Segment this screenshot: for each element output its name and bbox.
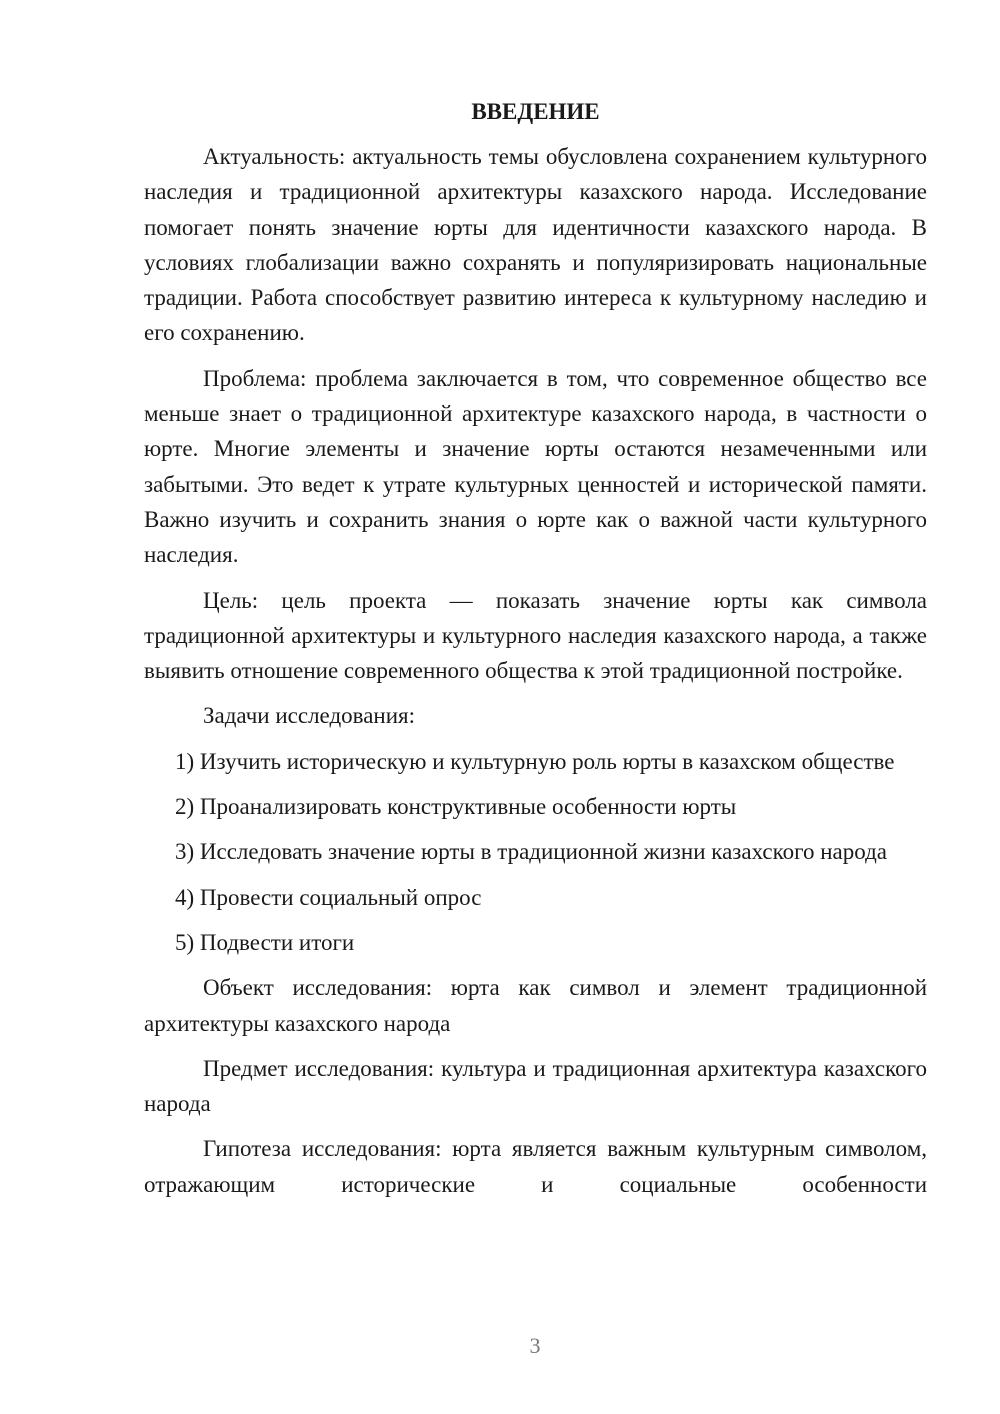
paragraph-tasks-heading: Задачи исследования:	[203, 703, 416, 729]
paragraph-subject: Предмет исследования: культура и традиционная архитектура казахского народа	[144, 1055, 927, 1117]
paragraph-relevance: Актуальность: актуальность темы обусловлена сохранением культурного наследия и традиционной архитектуры казахского народа. Исследование помогает понять значение юрты для идентичности казахского народа. В условиях глобализации важно сохранять и популяризировать национальные традиции. Работа способствует развитию интереса к культурному наследию и его сохранению.	[144, 144, 927, 346]
paragraph-problem: Проблема: проблема заключается в том, что современное общество все меньше знает о традиционной архитектуре казахского народа, в частности о юрте. Многие элементы и значение юрты остаются незамеченными или забытыми. Это ведет к утрате культурных ценностей и исторической памяти. Важно изучить и сохранить знания о юрте как о важной части культурного наследия.	[144, 365, 927, 568]
list-item-task-3: 3) Исследовать значение юрты в традиционной жизни казахского народа	[175, 839, 888, 865]
paragraph-object: Объект исследования: юрта как символ и элемент традиционной архитектуры казахского народа	[144, 975, 927, 1036]
list-item-task-4: 4) Провести социальный опрос	[175, 884, 482, 910]
list-item-task-1: 1) Изучить историческую и культурную роль юрты в казахском обществе	[175, 748, 895, 774]
page-content	[144, 94, 927, 1202]
paragraph-goal: Цель: цель проекта — показать значение юрты как символа традиционной архитектуры и культурного наследия казахского народа, а также выявить отношение современного общества к этой традиционной постройке.	[144, 587, 927, 684]
page-title: ВВЕДЕНИЕ	[471, 99, 600, 124]
list-item-task-5: 5) Подвести итоги	[175, 929, 355, 955]
paragraph-hypothesis: Гипотеза исследования: юрта является важным культурным символом, отражающим исторические и социальные особенности	[144, 1136, 927, 1197]
list-item-task-2: 2) Проанализировать конструктивные особенности юрты	[175, 794, 737, 820]
page-number: 3	[529, 1333, 541, 1358]
